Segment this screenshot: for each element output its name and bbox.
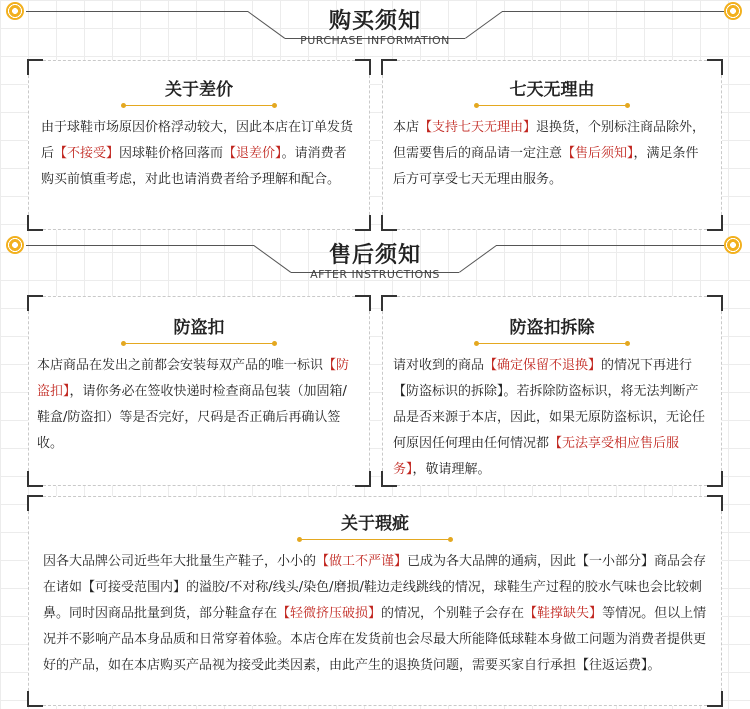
title-underline	[477, 105, 627, 106]
seven-day-text: 本店【支持七天无理由】退换货，个别标注商品除外，但需要售后的商品请一定注意【售后须知】，满足条件后方可享受七天无理由服务。	[393, 120, 706, 187]
defects-text: 因各大品牌公司近些年大批量生产鞋子，小小的【做工不严谨】已成为各大品牌的通病，因此【一小部分】商品会存在诸如【可接受范围内】的溢胶/不对称/线头/染色/磨损/鞋边走线跳线的情况，球鞋生产过程的胶水气味也会比较刺鼻。同时因商品批量到货，部分鞋盒存在【轻微挤压破损】的情况，个别鞋子会存在【鞋撑缺失】等情况。但以上情况并不影响产品本身品质和日常穿着体验。本店仓库在发货前也会尽最大所能降低球鞋本身做工问题为消费者提供更好的产品，如在本店购买产品视为接受此类因素，由此产生的退换货问题，需要买家自行承担【往返运费】。	[43, 554, 707, 673]
title-underline	[477, 343, 627, 344]
after-title: 售后须知	[328, 243, 421, 268]
anti-theft-removal-card	[382, 296, 722, 486]
seven-day-card	[382, 60, 722, 230]
anti-theft-removal-title: 防盗扣拆除	[509, 318, 595, 338]
title-underline	[300, 539, 450, 540]
title-underline	[124, 105, 274, 106]
defects-card	[28, 496, 722, 706]
title-underline	[124, 343, 274, 344]
anti-theft-removal-text: 请对收到的商品【确定保留不退换】的情况下再进行【防盗标识的拆除】。若拆除防盗标识，将无法判断产品是否来源于本店，因此，如果无原防盗标识，无论任何原因任何理由任何情况都【无法享受相应售后服务】，敬请理解。	[393, 358, 706, 477]
anti-theft-card	[28, 296, 370, 486]
after-subtitle: AFTER INSTRUCTIONS	[310, 268, 440, 281]
purchase-subtitle: PURCHASE INFORMATION	[300, 34, 450, 47]
price-diff-card	[28, 60, 370, 230]
price-diff-text: 由于球鞋市场原因价格浮动较大，因此本店在订单发货后【不接受】因球鞋价格回落而【退差价】。请消费者购买前慎重考虑，对此也请消费者给予理解和配合。	[41, 120, 354, 187]
anti-theft-text: 本店商品在发出之前都会安装每双产品的唯一标识【防盗扣】，请你务必在签收快递时检查商品包装（加固箱/鞋盒/防盗扣）等是否完好，尺码是否正确后再确认签收。	[37, 358, 350, 451]
price-diff-title: 关于差价	[165, 80, 233, 100]
seven-day-title: 七天无理由	[509, 80, 595, 100]
purchase-title: 购买须知	[328, 9, 421, 34]
anti-theft-title: 防盗扣	[173, 318, 225, 338]
defects-title: 关于瑕疵	[341, 514, 409, 534]
